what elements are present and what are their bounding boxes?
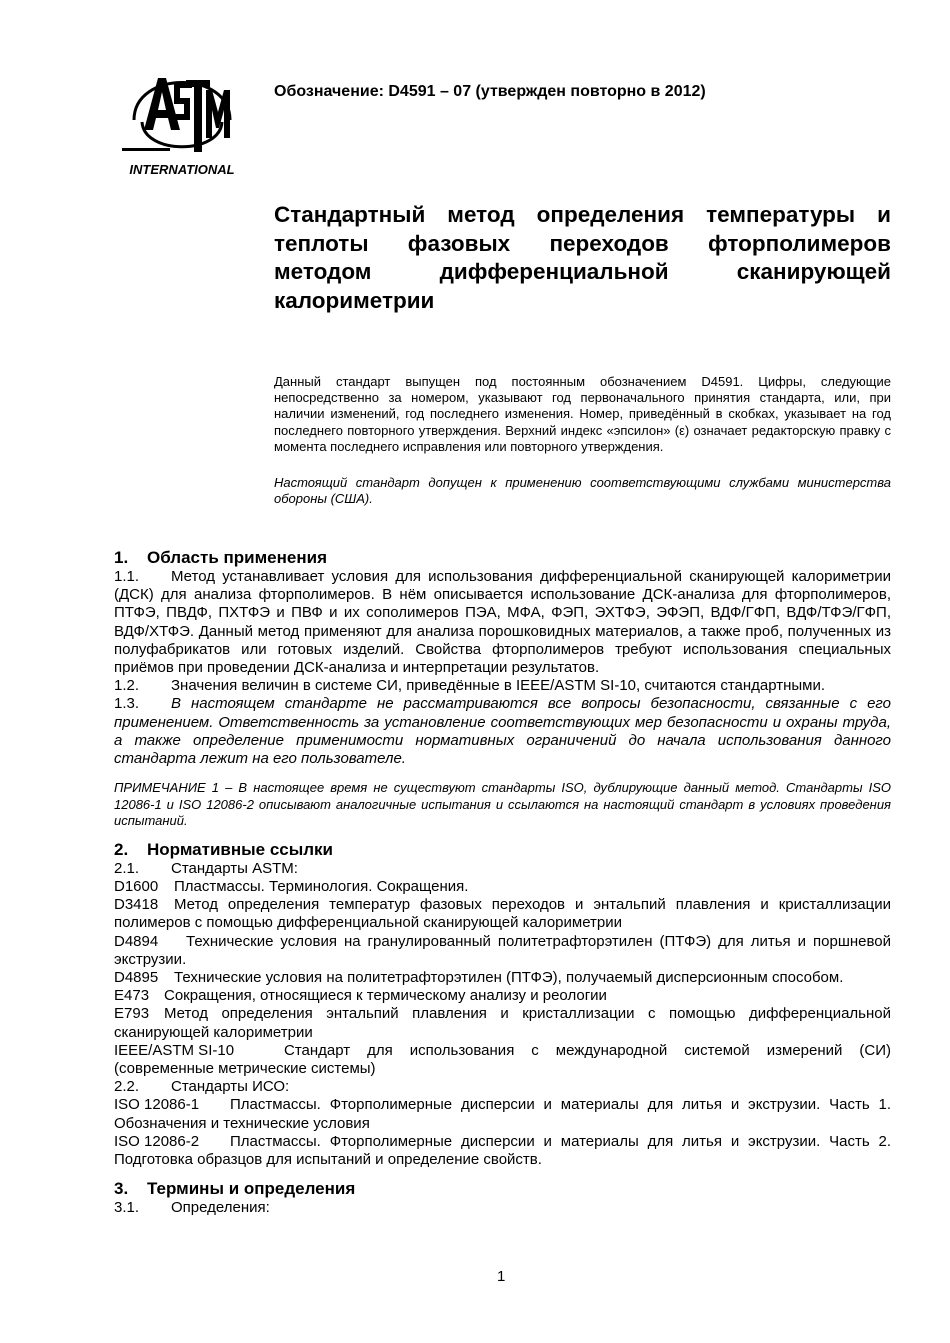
section-title: Нормативные ссылки bbox=[147, 839, 334, 859]
section-heading bbox=[114, 1179, 891, 1199]
paragraph bbox=[114, 695, 891, 768]
paragraph bbox=[114, 1199, 891, 1217]
paragraph-number: 2.1. bbox=[114, 859, 140, 877]
section-heading bbox=[114, 548, 891, 568]
note: ПРИМЕЧАНИЕ 1 – В настоящее время не существуют стандарты ISO, дублирующие данный метод. Стандарты ISO 12086-1 и ISO 12086-2 описывают аналогичные испытания и ссылаются на настоящий стандарт в условиях проведения испытаний. bbox=[114, 780, 891, 829]
reference-code: D3418 bbox=[114, 896, 159, 914]
section-number: 1. bbox=[114, 548, 129, 567]
reference-text: Метод определения энтальпий плавления и кристаллизации с помощью дифференциальной сканирующей калориметрии bbox=[114, 1005, 891, 1041]
reference-code: D4894 bbox=[114, 932, 159, 950]
reference-text: Пластмассы. Фторполимерные дисперсии и материалы для литья и экструзии. Часть 2. Подготовка образцов для испытаний и определение свойств. bbox=[114, 1132, 891, 1168]
paragraph bbox=[114, 677, 891, 695]
paragraph bbox=[114, 1078, 891, 1096]
defense-approval-notice: Настоящий стандарт допущен к применению соответствующими службами министерства обороны (США). bbox=[274, 475, 891, 507]
paragraph-text: Стандарты ASTM: bbox=[171, 859, 298, 877]
reference-code: ISO 12086-2 bbox=[114, 1132, 200, 1150]
reference-text: Пластмассы. Фторполимерные дисперсии и материалы для литья и экструзии. Часть 1. Обозначения и технические условия bbox=[114, 1096, 891, 1132]
paragraph-text: В настоящем стандарте не рассматриваются все вопросы безопасности, связанные с его применением. Ответственность за установление соответствующих мер безопасности и охраны труда, а также определение применимости нормативных ограничений до начала использования данного стандарта лежит на его пользователе. bbox=[114, 695, 891, 768]
reference-text: Стандарт для использования с международной системой измерений (СИ) (современные метрические системы) bbox=[114, 1041, 891, 1077]
paragraph-text: Значения величин в системе СИ, приведённые в IEEE/ASTM SI-10, считаются стандартными. bbox=[171, 677, 826, 695]
reference-item bbox=[114, 1042, 891, 1078]
paragraph-text: Определения: bbox=[171, 1199, 270, 1217]
reference-item bbox=[114, 896, 891, 932]
reference-text: Технические условия на политетрафторэтилен (ПТФЭ), получаемый дисперсионным способом. bbox=[174, 968, 844, 986]
reference-item bbox=[114, 878, 891, 896]
reference-code: D1600 bbox=[114, 877, 159, 895]
paragraph-number: 1.2. bbox=[114, 677, 140, 695]
document-body bbox=[114, 548, 891, 1217]
reference-item bbox=[114, 987, 891, 1005]
paragraph bbox=[114, 568, 891, 677]
reference-code: IEEE/ASTM SI-10 bbox=[114, 1041, 235, 1059]
reference-text: Сокращения, относящиеся к термическому анализу и реологии bbox=[164, 987, 607, 1005]
reference-text: Пластмассы. Терминология. Сокращения. bbox=[174, 877, 469, 895]
reference-code: E473 bbox=[114, 987, 150, 1005]
paragraph-text: Метод устанавливает условия для использования дифференциальной сканирующей калориметрии (ДСК) для анализа фторполимеров. В нём описывается использование ДСК-анализа для фторполимеров, ПТФЭ, ПВДФ, ПХТФЭ и ПВФ и их сополимеров ПЭА, МФА, ФЭП, ЭХТФЭ, ЭФЭП, ВДФ/ГФП, ВДФ/ТФЭ/ГФП, ВДФ/ХТФЭ. Данный метод применяют для анализа порошковидных материалов, а также проб, полученных из полуфабрикатов или готовых изделий. Свойства фторполимеров требуют использования специальных приёмов при проведении ДСК-анализа и интерпретации результатов. bbox=[114, 568, 891, 677]
reference-item bbox=[114, 1096, 891, 1132]
paragraph-text: Стандарты ИСО: bbox=[171, 1078, 290, 1096]
paragraph bbox=[114, 860, 891, 878]
section-number: 3. bbox=[114, 1179, 129, 1199]
reference-code: ISO 12086-1 bbox=[114, 1096, 200, 1114]
reference-item bbox=[114, 1133, 891, 1169]
reference-code: E793 bbox=[114, 1005, 150, 1023]
logo-letter-t-stem bbox=[194, 80, 202, 152]
page-title: Стандартный метод определения температуры и теплоты фазовых переходов фторполимеров методом дифференциальной сканирующей калориметрии bbox=[274, 202, 891, 313]
issuance-notice: Данный стандарт выпущен под постоянным обозначением D4591. Цифры, следующие непосредственно за номером, указывают год первоначального принятия стандарта, или, при наличии изменений, год последнего изменения. Номер, приведённый в скобках, указывает на год последнего повторного утверждения. Верхний индекс «эпсилон» (ε) означает редакторскую правку с момента последнего исправления или повторного утверждения. bbox=[274, 374, 891, 454]
logo-swoosh-left bbox=[122, 148, 170, 151]
reference-item bbox=[114, 933, 891, 969]
section-number: 2. bbox=[114, 839, 129, 859]
page-number: 1 bbox=[497, 1268, 506, 1285]
section-title: Термины и определения bbox=[147, 1179, 356, 1199]
reference-text: Технические условия на гранулированный политетрафторэтилен (ПТФЭ) для литья и поршневой экструзии. bbox=[114, 932, 891, 968]
paragraph-number: 2.2. bbox=[114, 1078, 140, 1096]
logo-letter-s bbox=[174, 82, 192, 120]
astm-logo bbox=[114, 60, 250, 180]
logo-international-text: INTERNATIONAL bbox=[129, 162, 235, 177]
reference-text: Метод определения температур фазовых переходов и энтальпий плавления и кристаллизации полимеров с помощью дифференциальной сканирующей калориметрии bbox=[114, 896, 891, 932]
reference-item bbox=[114, 1005, 891, 1041]
section-title: Область применения bbox=[147, 548, 328, 567]
reference-code: D4895 bbox=[114, 968, 159, 986]
standard-designation: Обозначение: D4591 – 07 (утвержден повторно в 2012) bbox=[274, 83, 706, 100]
section-heading bbox=[114, 840, 891, 860]
paragraph-number: 1.3. bbox=[114, 695, 140, 713]
paragraph-number: 1.1. bbox=[114, 568, 140, 585]
paragraph-number: 3.1. bbox=[114, 1199, 140, 1217]
reference-item bbox=[114, 969, 891, 987]
